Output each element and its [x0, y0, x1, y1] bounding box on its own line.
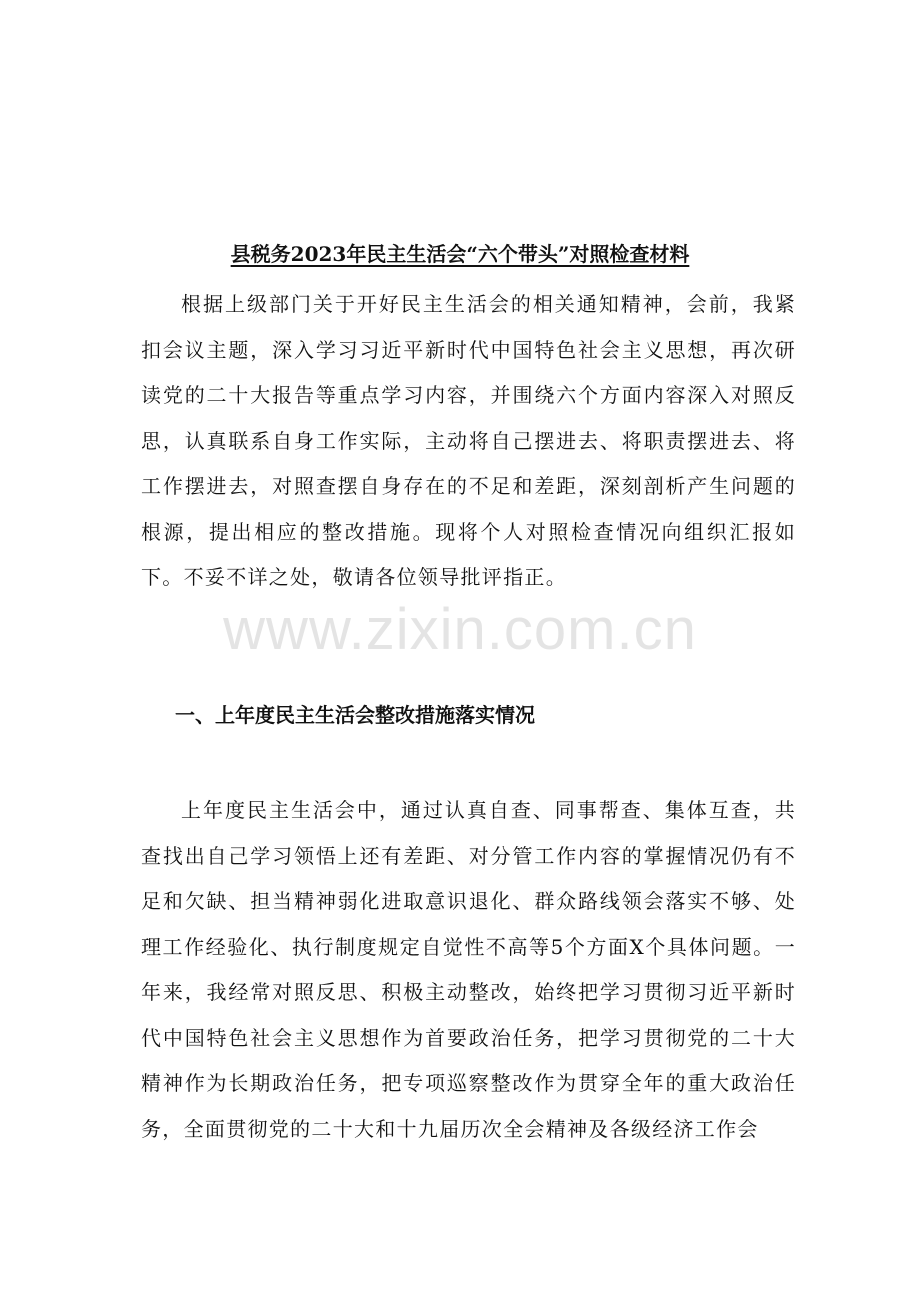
section-1-heading: 一、上年度民主生活会整改措施落实情况 — [175, 703, 535, 727]
document-title: 县税务2023年民主生活会“六个带头”对照检查材料 — [230, 242, 690, 266]
section-1-paragraph: 上年度民主生活会中，通过认真自查、同事帮查、集体互查，共查找出自己学习领悟上还有差距、对分管工作内容的掌握情况仍有不足和欠缺、担当精神弱化进取意识退化、群众路线领会落实不够、处理工作经验化、执行制度规定自觉性不高等5个方面X个具体问题。一年来，我经常对照反思、积极主动整改，始终把学习贯彻习近平新时代中国特色社会主义思想作为首要政治任务，把学习贯彻党的二十大精神作为长期政治任务，把专项巡察整改作为贯穿全年的重大政治任务，全面贯彻党的二十大和十九届历次全会精神及各级经济工作会 — [141, 798, 796, 1141]
intro-paragraph: 根据上级部门关于开好民主生活会的相关通知精神，会前，我紧扣会议主题，深入学习习近平新时代中国特色社会主义思想，再次研读党的二十大报告等重点学习内容，并围绕六个方面内容深入对照反思，认真联系自身工作实际，主动将自己摆进去、将职责摆进去、将工作摆进去，对照查摆自身存在的不足和差距，深刻剖析产生问题的根源，提出相应的整改措施。现将个人对照检查情况向组织汇报如下。不妥不详之处，敬请各位领导批评指正。 — [141, 292, 796, 589]
watermark: www.zixin.com.cn — [223, 597, 697, 662]
